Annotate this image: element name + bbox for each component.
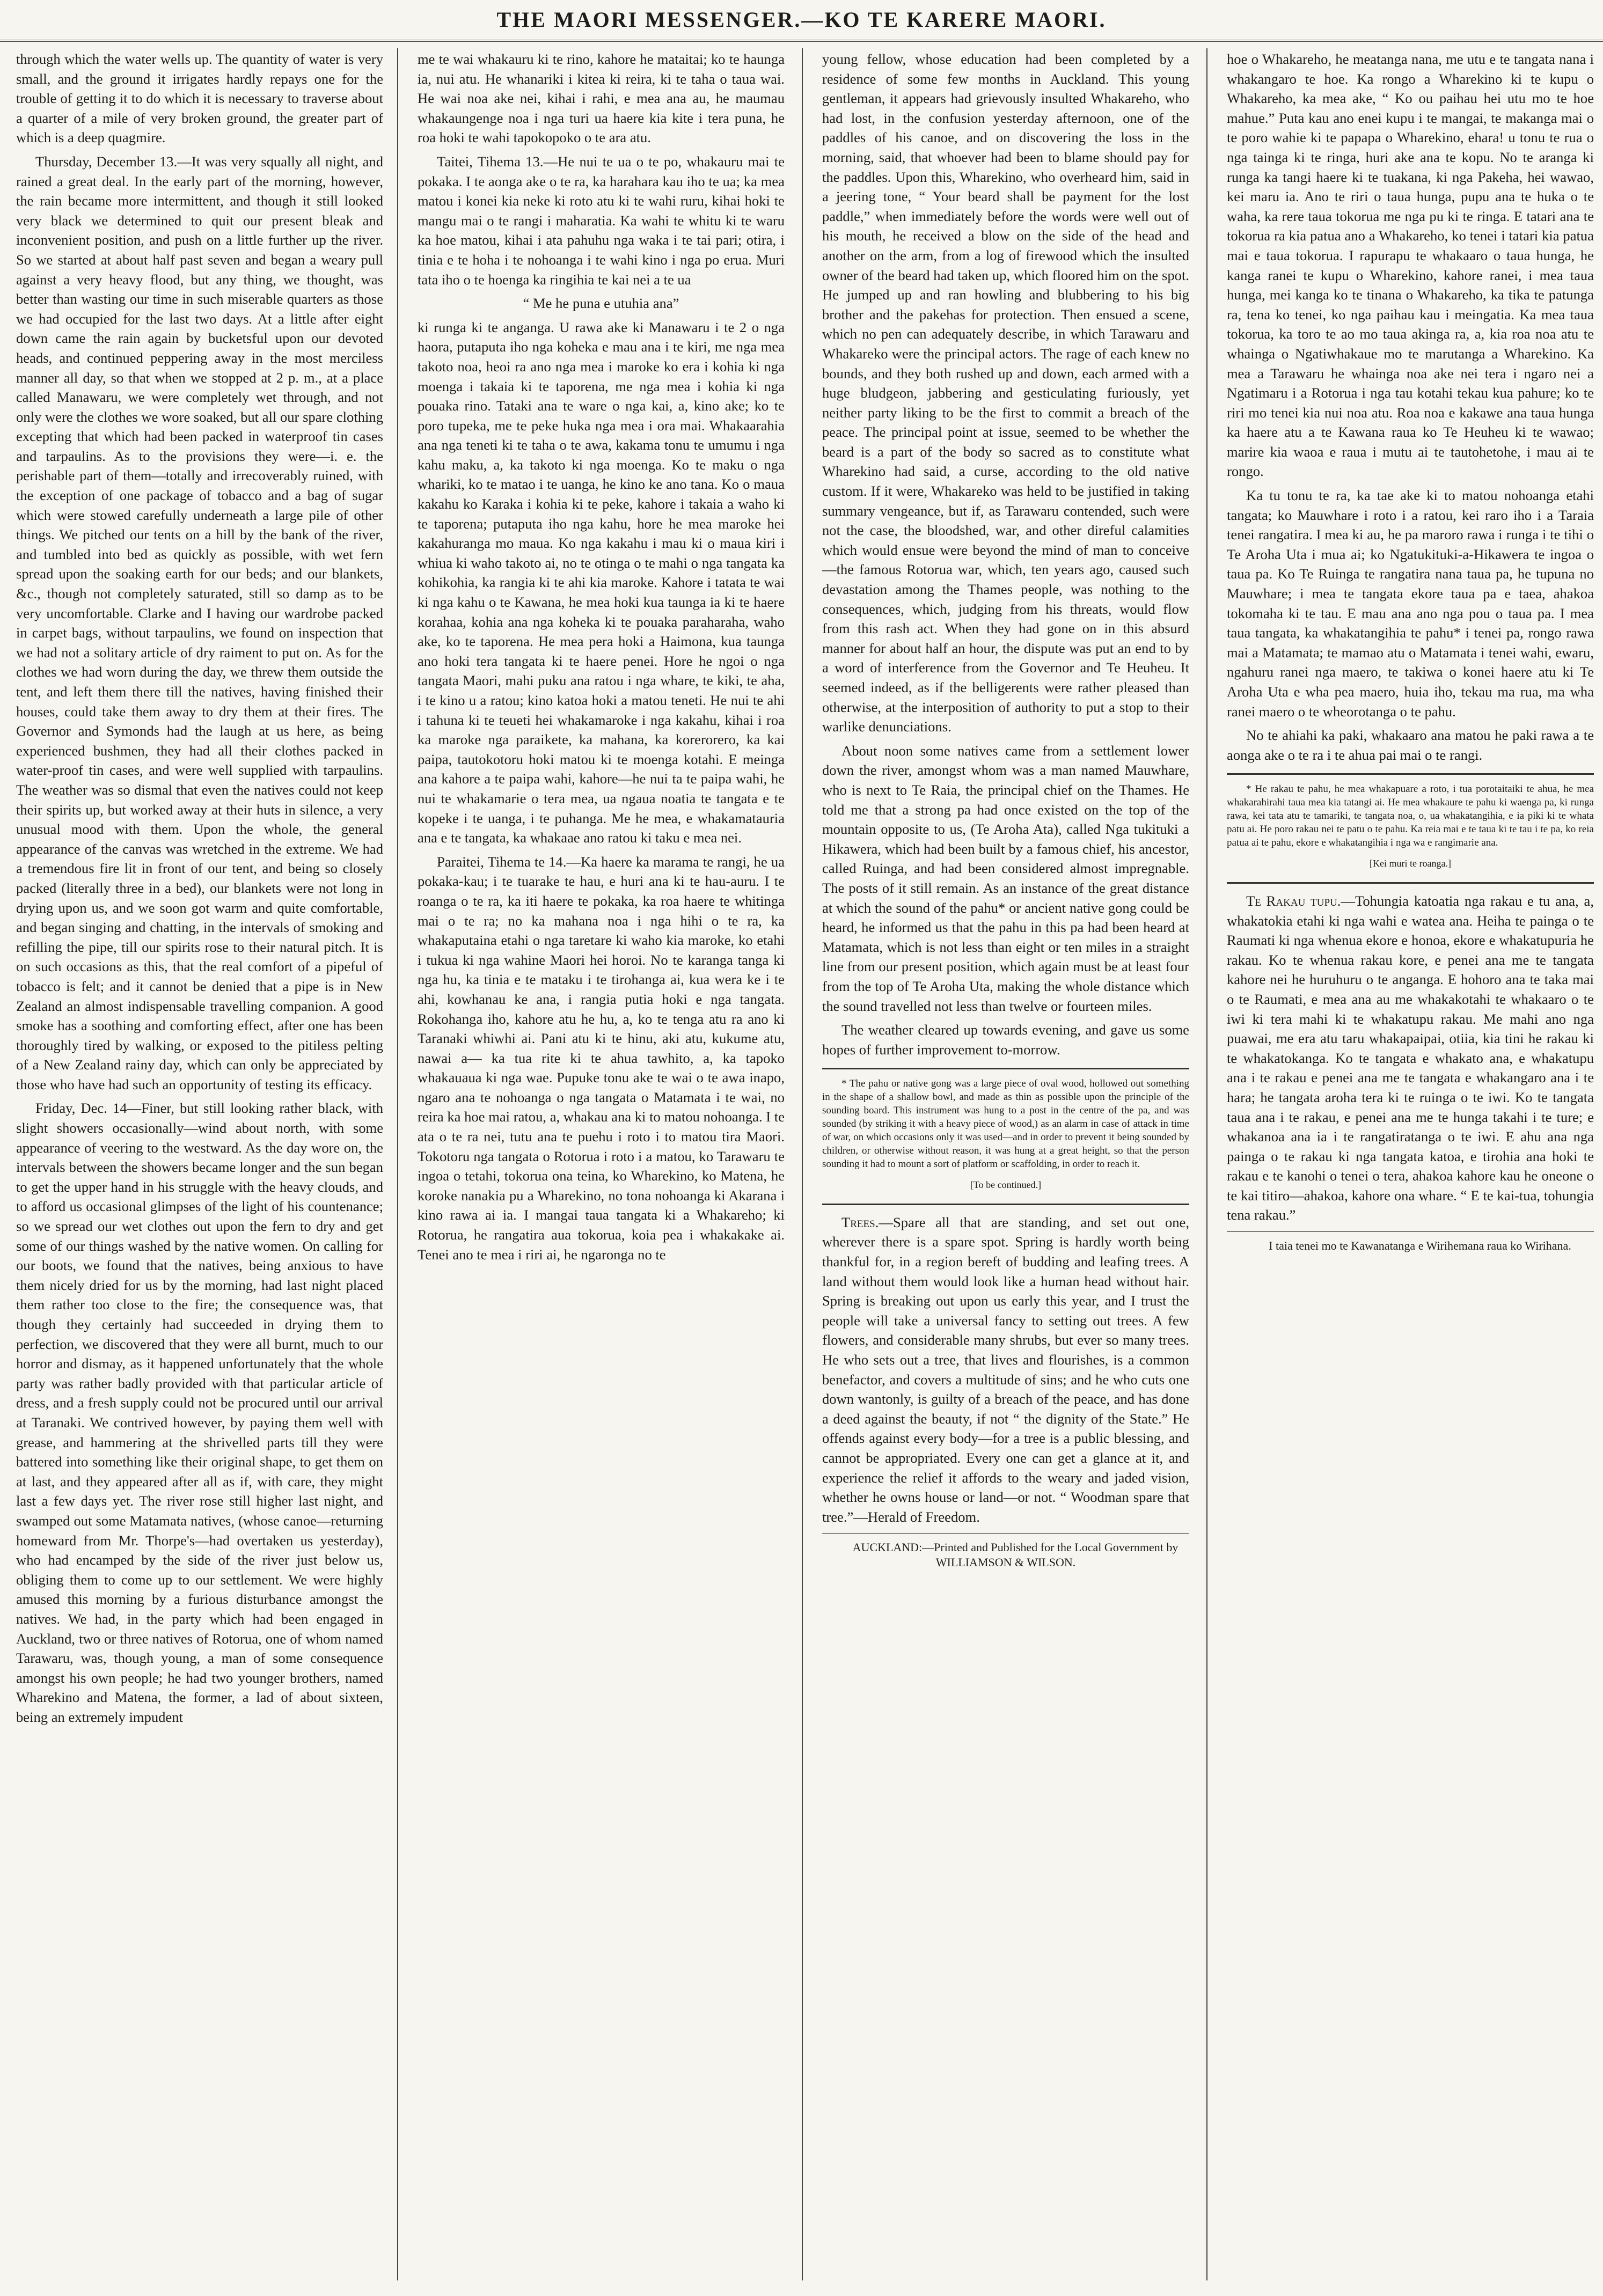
rakau-article xyxy=(1227,891,1594,1225)
paragraph: Taitei, Tihema 13.—He nui te ua o te po, whakauru mai te pokaka. I te aonga ake o te ra, ka harahara kau iho te ua; ka mea matou i konei kia neke ki roto atu ki te wahi ruru, kihai hoki te mangu mai o te rangi i maharatia. Ka wahi te whitu ki te waru ka hoe matou, kihai i ata pahuhu nga waka i te tai pari; otira, i tinia e te hoha i te nohoanga i te wahi kino i nga po erua. Muri tata iho o te hoenga ka ringihia te kai nei a te ua xyxy=(418,153,785,288)
paragraph: Friday, Dec. 14—Finer, but still looking rather black, with slight showers occasionally—wind about north, with some appearance of veering to the westward. As the day wore on, the intervals between the showers became longer and the sun began to get the upper hand in his struggle with the heavy clouds, and to afford us occasional glimpses of the light of his countenance; so we spread our wet clothes out upon the fern to dry and get some of our things washed by the native women. On calling for our boots, we found that the natives, being anxious to have them nicely dried for us by the morning, had last night placed them rather too close to the fire; the consequence was, that though they certainly had succeeded in drying them to perfection, we discovered that they were all burnt, much to our horror and dismay, as it happened unfortunately that the whole party was rather badly provided with that particular article of dress, and a fresh supply could not be procured until our arrival at Taranaki. We contrived however, by paying them well with grease, and hammering at the shrivelled parts till they were battered into something like their original shape, to get them on at last, and they appeared after all as if, with care, they might last a few days yet. The river rose still higher last night, and swamped out some Matamata natives, (whose canoe—returning homeward from Mr. Thorpe's—had overtaken us yesterday), who had encamped by the side of the river just below us, obliging them to come up to our settlement. We were highly amused this morning by a furious disturbance amongst the natives. We had, in the party which had been engaged in Auckland, two or three natives of Rotorua, one of whom named Tarawaru, was, though young, a man of some consequence amongst his own people; he had two younger brothers, named Wharekino and Matena, the former, a lad of about sixteen, being an extremely impudent xyxy=(16,1100,383,1725)
article-body: —Tohungia katoatia nga rakau e tu ana, a, whakatokia etahi ki nga wahi e watea ana. Heiha te painga o te Raumati ki nga whenua ekore e honoa, ekore e whakatupuria he rakau. Ko te whenua rakau kore, e penei ana me te tangata kahore nei he huruhuru o te anganga. E hohoro ana te taka mai o te Raumati, e mea ana au me whakakotahi te whakaaro o te iwi ki tera mahi ki te whakatupu rakau. Me mahi ano nga puawai, me era atu taru whakapaipai, otiia, kia tini he rakau ki te whakatokanga. Ko te tangata e whakato ana, e whakatupu ana i te rakau e penei ana me te tangata e whakangaro ana i te hara; he tangata aroha tera ki te ruinga o te iwi. Ko te tangata taua ana i te rakau, e penei ana me te hunga takahi i te ture; e whakanoa ana ia i te rangatiratanga o te iwi. E ahu ana nga painga o te rakau ki nga tangata katoa, e tirohia ana hoki te rakau e te kanohi o tenei o tera, ahakoa kahore kau he oneone o te kai titiro—ahakoa, kahore ona whare. “ E te kai-tua, tohungia tena rakau.” xyxy=(1227,892,1594,1223)
column-english-1 xyxy=(16,49,383,2276)
section-rule xyxy=(822,1204,1189,1205)
paragraph: About noon some natives came from a settlement lower down the river, amongst whom was a man named Mauwhare, who is next to Te Raia, the principal chief on the Thames. He told me that a strong pa had once existed on the top of the mountain opposite to us, (Te Aroha Ata), called Nga tukituki a Hikawera, which had been built by a famous chief, his ancestor, called Ruinga, and had been considered almost impregnable. The posts of it still remain. As an instance of the great distance at which the sound of the pahu* or ancient native gong could be heard, he informed us that the pahu in this pa had been heard at Matamata, which is not less than eight or ten miles in a straight line from our present position, which again must be at least four from the top of Te Aroha Uta, making the whole distance which the sound travelled not less than twelve or fourteen miles. xyxy=(822,742,1189,1014)
article-heading: Trees. xyxy=(841,1214,879,1230)
continued-note: [To be continued.] xyxy=(970,1179,1042,1191)
article-heading: Te Rakau tupu. xyxy=(1246,892,1341,909)
paragraph: Thursday, December 13.—It was very squally all night, and rained a great deal. In the early part of the morning, however, the rain became more intermittent, and though it still looked very black we determined to quit our present bleak and inconvenient position, and push on a little further up the river. So we started at about half past seven and began a weary pull against a very heavy flood, but any thing, we thought, was better than wasting our time in such miserable quarters as those we had occupied for the last two days. At a little after eight down came the rain again by bucketsful upon our devoted heads, and continued peppering away in the most merciless manner all day, so that when we stopped at 2 p. m., at a place called Manawaru, we were completely wet through, and not only were the clothes we wore soaked, but all our spare clothing excepting that which had been packed in waterproof tin cases and tarpaulins. As to the provisions they were—i. e. the perishable part of them—totally and irrecoverably ruined, with the exception of one package of tobacco and a bag of sugar which were stowed carefully underneath a large pile of other things. We pitched our tents on a hill by the bank of the river, and tumbled into bed as quickly as possible, with wet fern spread upon the soaking earth for our beds; and our blankets, &c., though not completely saturated, still so damp as to be very uncomfortable. Clarke and I having our wardrobe packed in carpet bags, without tarpaulins, we found on inspection that we had not a solitary article of dry raiment to put on. As for the clothes we had worn during the day, we threw them outside the tent, and left them there till the natives, having finished their houses, could take them away to dry them at their fires. The Governor and Symonds had the laugh at us here, as being experienced bushmen, they had all their clothes packed in water-proof tin cases, and were well supplied with tarpaulins. The weather was so dismal that even the natives could not keep their spirits up, but worked away at their huts in silence, a very unusual mood with them. Upon the whole, the general appearance of the canvas was wretched in the extreme. We had a tremendous fire lit in front of our tent, and being so closely packed (literally three in a bed), our blankets were not long in drying upon us, and we soon got warm and quite comfortable, and began singing and chatting, in the intervals of smoking and refilling the pipe, till our spirits rose to their natural pitch. It is on such occasions as this, that the real comfort of a pipeful of tobacco is felt; and it cannot be denied that a pipe is in New Zealand an almost indispensable travelling companion. A good smoke has a soothing and comforting effect, after one has been thoroughly tired by walking, or exposed to the pitiless pelting of a New Zealand rainy day, which can only be appreciated by those who have had such an opportunity of testing its efficacy. xyxy=(16,153,383,1092)
paragraph: me te wai whakauru ki te rino, kahore he mataitai; ko te haunga ia, nui atu. He whanariki i kitea ki reira, ki te taha o taua wai. He wai noa ake nei, kihai i rahi, e mea ana au, he maumau whakaungenge noa i nga turi ua haere kia kite i tera puna, he roa hoki te wahi tapokopoko o te ara atu. xyxy=(418,51,785,146)
column-english-2 xyxy=(822,49,1189,2276)
section-rule xyxy=(822,1533,1189,1534)
column-maori-1 xyxy=(418,49,785,2276)
imprint: I taia tenei mo te Kawanatanga e Wirihemana raua ko Wirihana. xyxy=(1269,1239,1571,1253)
article-body: —Spare all that are standing, and set out one, wherever there is a spare spot. Spring is hardly worth being thankful for, in a region bereft of budding and leafing trees. A land without them would look like a human head without hair. Spring is breaking out upon us early this year, and I trust the people will take a universal fancy to setting out trees. A few flowers, and considerable many shrubs, but ever so many trees. He who sets out a tree, that lives and flourishes, is a common benefactor, and covers a multitude of sins; and he who cuts one down wantonly, is guilty of a breach of the peace, and has done a deed against the beauty, if not “ the dignity of the State.” He offends against every body—for a tree is a public blessing, and cannot be appropriated. Every one can get a glance at it, and experience the relief it affords to the weary and jaded vision, whether he owns house or land—or not. “ Woodman spare that tree.”—Herald of Freedom. xyxy=(822,1214,1189,1525)
column-maori-2 xyxy=(1227,49,1594,2276)
section-rule xyxy=(1227,773,1594,775)
footnote: * He rakau te pahu, he mea whakapuare a roto, i tua porotaitaiki te ahua, he mea whakarahirahi taua mea kia tatangi ai. He mea whakaure te pahu ki waenga pa, ki runga rawa, kei tata atu te tamariki, te tangata noa, o, ua whakatangihia, e ia piki ki te whata patu ai. He poro rakau nei te patu o te pahu. Ka reia mai e te taua ki te tau i te pa, ko reia patua ai te pahu, ekore e whakatangihia i nga wa e rangimarie ana. xyxy=(1227,783,1594,849)
paragraph: hoe o Whakareho, he meatanga nana, me utu e te tangata nana i whakangaro te hoe. Ka rongo a Wharekino ki te kupu o Whakareho, ka mea ake, “ Ko ou paihau hei utu mo te hoe mahue.” Puta kau ano enei kupu i te mangai, te makanga mai o te poro wahie ki te papapa o Wharekino, ehara! u tonu te rua o nga tainga ki te ringa, huri ake ana te kopu. No te aranga ki runga ka tangi haere ki te tuakana, ki nga Pakeha, hei wawao, kei maru ia. Ano te riri o taua hunga, pupu ana te huka o te waha, ka rere taua tokorua me nga pu ki te ringa. E tatari ana te tokorua ra kia patua ano a Whakareho, ko tenei i tatari kia patua mai e taua tokorua. I rapurapu te whakaaro o taua hunga, he kanga ranei te kupu o Wharekino, kahore ranei, i mea taua hunga, mei kanga ko te tinana o Whakareho, ka tika te patunga ra, tena ko tenei, ko nga paihau kau i meingatia. Ka mea taua tokorua, ka toro te ao mo taua akinga ra, a, kia roa noa atu te whainga o Ngatiwhakaue mo te marutanga a Wharekino. Ka mea a Tarawaru he whainga noa ake nei tera i ngaro nei a Ngatimaru i a Rotorua i nga tau kotahi tekau kua pahure; ko te riri mo tenei kia nui noa atu. Roa noa e kakawe ana taua hunga ka haere atu a te Kawana raua ko Te Heuheu ki te wawao; marire kia waoa e raua i mutu ai te tautohetohe, i mau ai te rongo. xyxy=(1227,51,1594,480)
paragraph: ki runga ki te anganga. U rawa ake ki Manawaru i te 2 o nga haora, putaputa iho nga koheka e mau ana i te kiri, me nga mea takoto noa, heoi ra ano nga mea i maroke ko era i kohia ki nga moenga i takaia ki te taporena, me nga mea i kohia ki nga pouaka rino. Tataki ana te ware o nga kai, a, kino ake; ko te poro tupeka, me te peke huka nga mea i ora mai. Whakaarahia ana nga teneti ki te taha o te awa, kakama tonu te umumu i nga kahu maku, a, ka takoto ki nga moenga. Ko te maku o nga whariki, ko te matao i te uanga, he kino ke ano tana. Ko o maua kakahu ko Karaka i kohia ki te peke, kahore i takaia a waho ki te taporena; putaputa iho nga kahu, hore he mea maroke hei kakahuranga mo maua. Ko nga kakahu i mau ki o maua kiri i whiua ki waho takoto ai, no te otinga o te mahi o nga tangata ka kohikohia, ka rangia ki te ahi kia maroke. Kahore i tatata te wai ki nga kahu o te Kawana, he mea hoki kua taunga ia ki te haere korahaa, kohia ana nga koheka ki te pouaka paraharaha, waho ake, ko te taporena. He mea pera hoki a Haimona, kua taunga ano hoki tera tangata ki te haere penei. Hore he ngoi o nga tangata Maori, mahi puku ana ratou i nga whare, te kiki, te aha, i te kino u a ratou; kino katoa hoki a matou teneti. He nui te ahi i tahuna ki te teueti hei whakamaroke i nga kakahu, kihai i roa ka maroke nga paraikete, ka mahana, ka korerorero, ka kai paipa, tautokotoru hoki matou ki te moenga kotahi. E meinga ana kahore a te paipa wahi, kahore—he nui ta te paipa wahi, he nui te whakamarie o tera mea, ua ngaua noatia te tangata e te kopeke i te uanga, i te puhanga. Me he mea, e whakamatauria ana e te tangata, ka whakaae ano ratou ki taku e mea nei. xyxy=(418,319,785,846)
column-divider xyxy=(397,48,398,2280)
column-divider xyxy=(1206,48,1207,2280)
section-rule xyxy=(1227,1231,1594,1232)
trees-article xyxy=(822,1213,1189,1527)
imprint: AUCKLAND:—Printed and Published for the Local Government by WILLIAMSON & WILSON. xyxy=(852,1541,1179,1569)
paragraph: The weather cleared up towards evening, and gave us some hopes of further improvement to-morrow. xyxy=(822,1022,1189,1058)
section-rule xyxy=(822,1068,1189,1069)
paragraph: No te ahiahi ka paki, whakaaro ana matou he paki rawa a te aonga ake o te ra i te ahua pai mai o te rangi. xyxy=(1227,727,1594,763)
masthead-title: THE MAORI MESSENGER.—KO TE KARERE MAORI. xyxy=(0,0,1603,42)
section-rule xyxy=(1227,882,1594,884)
footnote: * The pahu or native gong was a large piece of oval wood, hollowed out something in the shape of a shallow bowl, and made as thin as possible upon the principle of the sounding board. This instrument was hung to a post in the centre of the pa, and was sounded (by striking it with a heavy piece of wood,) as an alarm in case of attack in time of war, on which occasions only it was used—and in order to prevent it being sounded by children, or otherwise without reason, it was hung at a great height, so that the person sounding it had to mount a sort of platform or scaffolding, in order to reach it. xyxy=(822,1078,1189,1170)
continued-note: [Kei muri te roanga.] xyxy=(1370,858,1451,869)
paragraph: through which the water wells up. The quantity of water is very small, and the ground it irrigates hardly repays one for the trouble of getting it to do which it is necessary to traverse about a quarter of a mile of very broken ground, the greater part of which is a deep quagmire. xyxy=(16,51,383,146)
quote-line: “ Me he puna e utuhia ana” xyxy=(523,295,679,312)
paragraph: Paraitei, Tihema te 14.—Ka haere ka marama te rangi, he ua pokaka-kau; i te tuarake te hau, e huri ana ki te hau-auru. I te roanga o te ra, ka iti haere te pokaka, ka roa haere te whitinga mai o te ra; no ka mahana noa i nga hihi o te ra, ka whakaputaina etahi o nga taretare ki waho kia maroke, ko etahi i tukua ki nga wahine Maori hei horoi. No te karanga tanga ki nga hu, ka tinia e te mataku i te tirohanga ai, kua wera ke i te ahi, kowhanau ke ana, i rangia putia hoki e nga tangata. Rokohanga iho, kahore atu he hu, a, ko te tenga atu ra ano ki Taranaki whiwhi ai. Pani atu ki te hinu, aki atu, kukume atu, nawai a— ka tua rite ki te ahua tawhito, a, ka tapoko whakauaua ki nga wae. Pupuke tonu ake te wai o te awa inapo, ngaro ana te nohoanga o nga tangata o Matamata i te wai, no reira ka hoe mai ratou, a, whakau ana ki to matou nohoanga. I te ata o te ra nei, tutu ana te puehu i roto i to matou tira Maori. Tokotoru nga tangata o Rotorua i roto i a matou, ko Tarawaru te ingoa o tetahi, tokorua ona teina, ko Wharekino, ko Matena, he koroke nanakia pu a Wharekino, no tona nohoanga ki Akarana i kino rawa ai ia. I mangai taua tangata ki a Whakareho; ki Rotorua, he rangatira aua tokorua, koia pea i whakakake ai. Tenei ano te mea i riri ai, he ngaronga no te xyxy=(418,853,785,1263)
paragraph: young fellow, whose education had been completed by a residence of some few months in Auckland. This young gentleman, it appears had grievously insulted Whakareho, who had lost, in the confusion yesterday afternoon, one of the paddles of his canoe, and on discovering the loss in the morning, said, that whoever had been to blame should pay for the paddles. Upon this, Wharekino, who overheard him, said in a jeering tone, “ Your beard shall be payment for the lost paddle,” when immediately before the words were well out of his mouth, he received a blow on the side of the head and another on the arm, from a log of firewood which the insulted owner of the beard had taken up, which floored him on the spot. He jumped up and ran howling and blubbering to his big brother and the pakehas for protection. Then ensued a scene, which no pen can adequately describe, in which Tarawaru and Whakareko were the principal actors. The rage of each knew no bounds, and they both rushed up and down, each armed with a huge bludgeon, jabbering and gesticulating furiously, yet neither party liking to be the first to commit a breach of the peace. The principal point at issue, seemed to be whether the beard is a part of the body so sacred as to constitute what Wharekino had said, a curse, according to the old native custom. If it were, Whakareko was held to be justified in taking summary vengeance, but if, as Tarawaru contended, such were not the case, the bloodshed, war, and other direful calamities which would ensue were beyond the mind of man to conceive—the famous Rotorua war, which, ten years ago, caused such devastation among the Thames people, was nothing to the consequences, which, judging from his threats, would flow from this rash act. When they had gone on in this absurd manner for about half an hour, the dispute was put an end to by a word of interference from the Governor and Te Heuheu. It seemed indeed, as if the belligerents were rather pleased than otherwise, at the interposition of authority to put a stop to their warlike denunciations. xyxy=(822,51,1189,735)
column-divider xyxy=(802,48,803,2280)
paragraph: Ka tu tonu te ra, ka tae ake ki to matou nohoanga etahi tangata; ko Mauwhare i roto i a ratou, kei raro iho i a Taraia tenei rangatira. I mea ki au, he pa maroro rawa i runga i te tihi o Te Aroha Uta i mua ai; ko Ngatukituki-a-Hikawera te ingoa o taua pa. Ko Te Ruinga te rangatira nana taua pa, he tupuna no Mauwhare; i mea te tangata ekore taua pa e taea, ahakoa tokomaha ki te tau. E mau ana ano nga pou o taua pa. I mea taua tangata, ka whakatangihia te pahu* i tenei pa, rongo rawa mai a Matamata; te mamao atu o Matamata i tenei wahi, ewaru, ngahuru ranei nga maero, te takiwa o konei haere atu ki Te Aroha Uta e wha pea maero, huia iho, tekau ma rua, ma wha ranei maero o te wheorotanga o te pahu. xyxy=(1227,487,1594,720)
